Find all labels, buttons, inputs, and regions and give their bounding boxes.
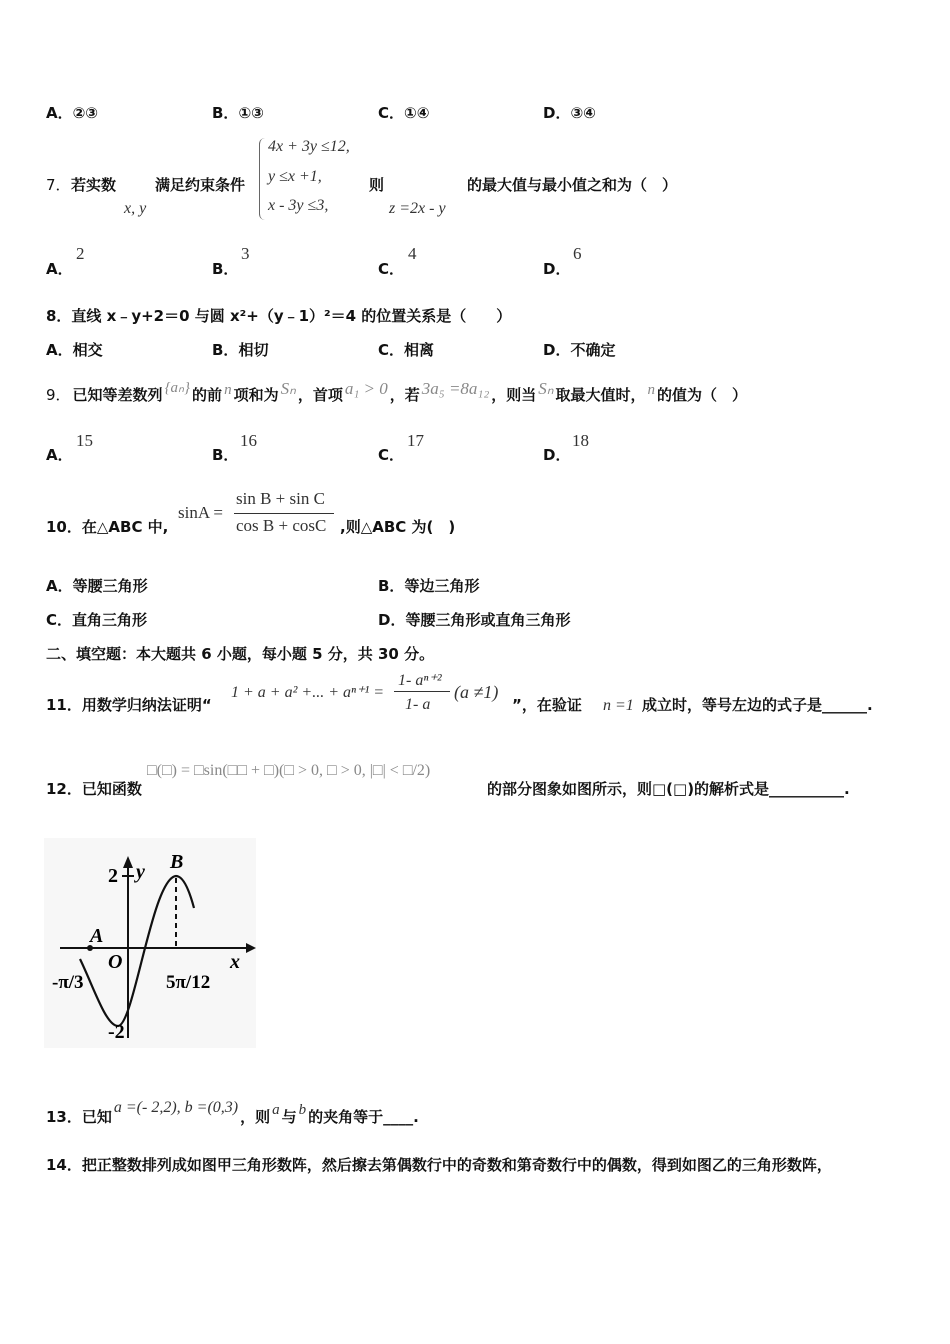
q10-text: 10．在△ABC 中, xyxy=(46,518,169,536)
q8-option-c: C．相离 xyxy=(378,341,435,359)
q11-n-equals-1: n =1 xyxy=(603,697,634,714)
q7-option-b-label: B． xyxy=(212,260,239,278)
q9-option-c-label: C． xyxy=(378,446,405,464)
q11-numerator: 1- aⁿ⁺² xyxy=(398,672,442,689)
q9-option-a-label: A． xyxy=(46,446,73,464)
q6-option-d: D．③④ xyxy=(543,104,596,122)
q9-option-d-label: D． xyxy=(543,446,571,464)
q7-text: 若实数 xyxy=(71,176,117,194)
label-y-min: -2 xyxy=(108,1021,125,1043)
q14-text: 14．把正整数排列成如图甲三角形数阵，然后擦去第偶数行中的奇数和第奇数行中的偶数，得到如图乙的三角形数阵， xyxy=(46,1156,832,1174)
q9-option-d-value: 18 xyxy=(572,431,589,450)
q8-text: 8．直线 x﹣y+2＝0 与圆 x²+（y﹣1）²＝4 的位置关系是（ ） xyxy=(46,307,512,325)
q8-option-a: A．相交 xyxy=(46,341,103,359)
q10-fraction-bar xyxy=(234,513,334,514)
q6-option-a: A．②③ xyxy=(46,104,99,122)
q9-text: 9． 已知等差数列 {aₙ} 的前 n 项和为 Sₙ ，首项 a₁ > 0 ，若 3a₅ =8a₁₂ ，则当 Sₙ 取最大值时， n 的值为（ ） xyxy=(46,379,748,404)
q10-numerator: sin B + sin C xyxy=(236,489,325,508)
q11-text: 成立时，等号左边的式子是______. xyxy=(642,696,873,714)
q7-vars: x, y xyxy=(124,200,147,217)
q9-option-b-value: 16 xyxy=(240,431,257,450)
q7-option-d-label: D． xyxy=(543,260,571,278)
label-origin: O xyxy=(108,951,123,973)
q7-objective: z =2x - y xyxy=(389,200,446,217)
q7-option-a-value: 2 xyxy=(76,244,85,263)
label-y: y xyxy=(136,861,145,883)
q7-text: 满足约束条件 xyxy=(155,176,246,194)
q7-option-c-label: C． xyxy=(378,260,405,278)
sine-graph xyxy=(44,838,256,1048)
q6-option-b: B．①③ xyxy=(212,104,264,122)
q9-option-b-label: B． xyxy=(212,446,239,464)
q7-text: 则 xyxy=(369,176,385,194)
label-y-max: 2 xyxy=(108,865,118,887)
graph-background xyxy=(44,838,256,1048)
q7-option-b-value: 3 xyxy=(241,244,250,263)
q7-option-c-value: 4 xyxy=(408,244,417,263)
q12-text: 的部分图象如图所示，则□(□)的解析式是__________. xyxy=(487,780,850,798)
q7-constraint-2: y ≤x +1, xyxy=(268,168,322,185)
q8-option-b: B．相切 xyxy=(212,341,269,359)
q8-option-d: D．不确定 xyxy=(543,341,616,359)
label-b: B xyxy=(170,851,184,873)
q10-option-b: B．等边三角形 xyxy=(378,577,480,595)
label-x-left: -π/3 xyxy=(52,972,84,993)
q11-text: 11．用数学归纳法证明“ xyxy=(46,696,212,714)
q11-condition: (a ≠1) xyxy=(454,682,499,702)
q10-denominator: cos B + cosC xyxy=(236,516,327,535)
q10-option-d: D．等腰三角形或直角三角形 xyxy=(378,611,571,629)
q7-text: 的最大值与最小值之和为（ ） xyxy=(467,176,678,194)
q12-text: 12．已知函数 xyxy=(46,780,142,798)
label-x: x xyxy=(230,951,240,973)
q10-option-c: C．直角三角形 xyxy=(46,611,148,629)
q7-option-d-value: 6 xyxy=(573,244,582,263)
q11-lhs: 1 + a + a² +... + aⁿ⁺¹ = xyxy=(231,684,385,701)
q10-option-a: A．等腰三角形 xyxy=(46,577,148,595)
q12-formula: □(□) = □sin(□□ + □)(□ > 0, □ > 0, |□| < □/2) xyxy=(147,762,431,779)
q11-denominator: 1- a xyxy=(405,696,431,713)
q11-fraction-bar xyxy=(394,691,450,692)
q7-constraint-3: x - 3y ≤3, xyxy=(268,197,329,214)
q9-option-a-value: 15 xyxy=(76,431,93,450)
q6-option-c: C．①④ xyxy=(378,104,430,122)
q7-brace xyxy=(259,138,266,220)
q13-text: 13．已知 a =(- 2,2), b =(0,3) ，则 a 与 b 的夹角等于____. xyxy=(46,1099,419,1126)
q7-number: 7． xyxy=(46,176,71,194)
label-x-right: 5π/12 xyxy=(166,972,211,993)
label-a: A xyxy=(90,925,104,947)
q9-option-c-value: 17 xyxy=(407,431,424,450)
q7-option-a-label: A． xyxy=(46,260,73,278)
q10-lhs: sinA = xyxy=(178,503,224,522)
q7-constraint-1: 4x + 3y ≤12, xyxy=(268,138,350,155)
q10-text: ,则△ABC 为( ) xyxy=(340,518,456,536)
q11-text: ”，在验证 xyxy=(512,696,582,714)
section-heading: 二、填空题：本大题共 6 小题，每小题 5 分，共 30 分。 xyxy=(46,645,435,663)
